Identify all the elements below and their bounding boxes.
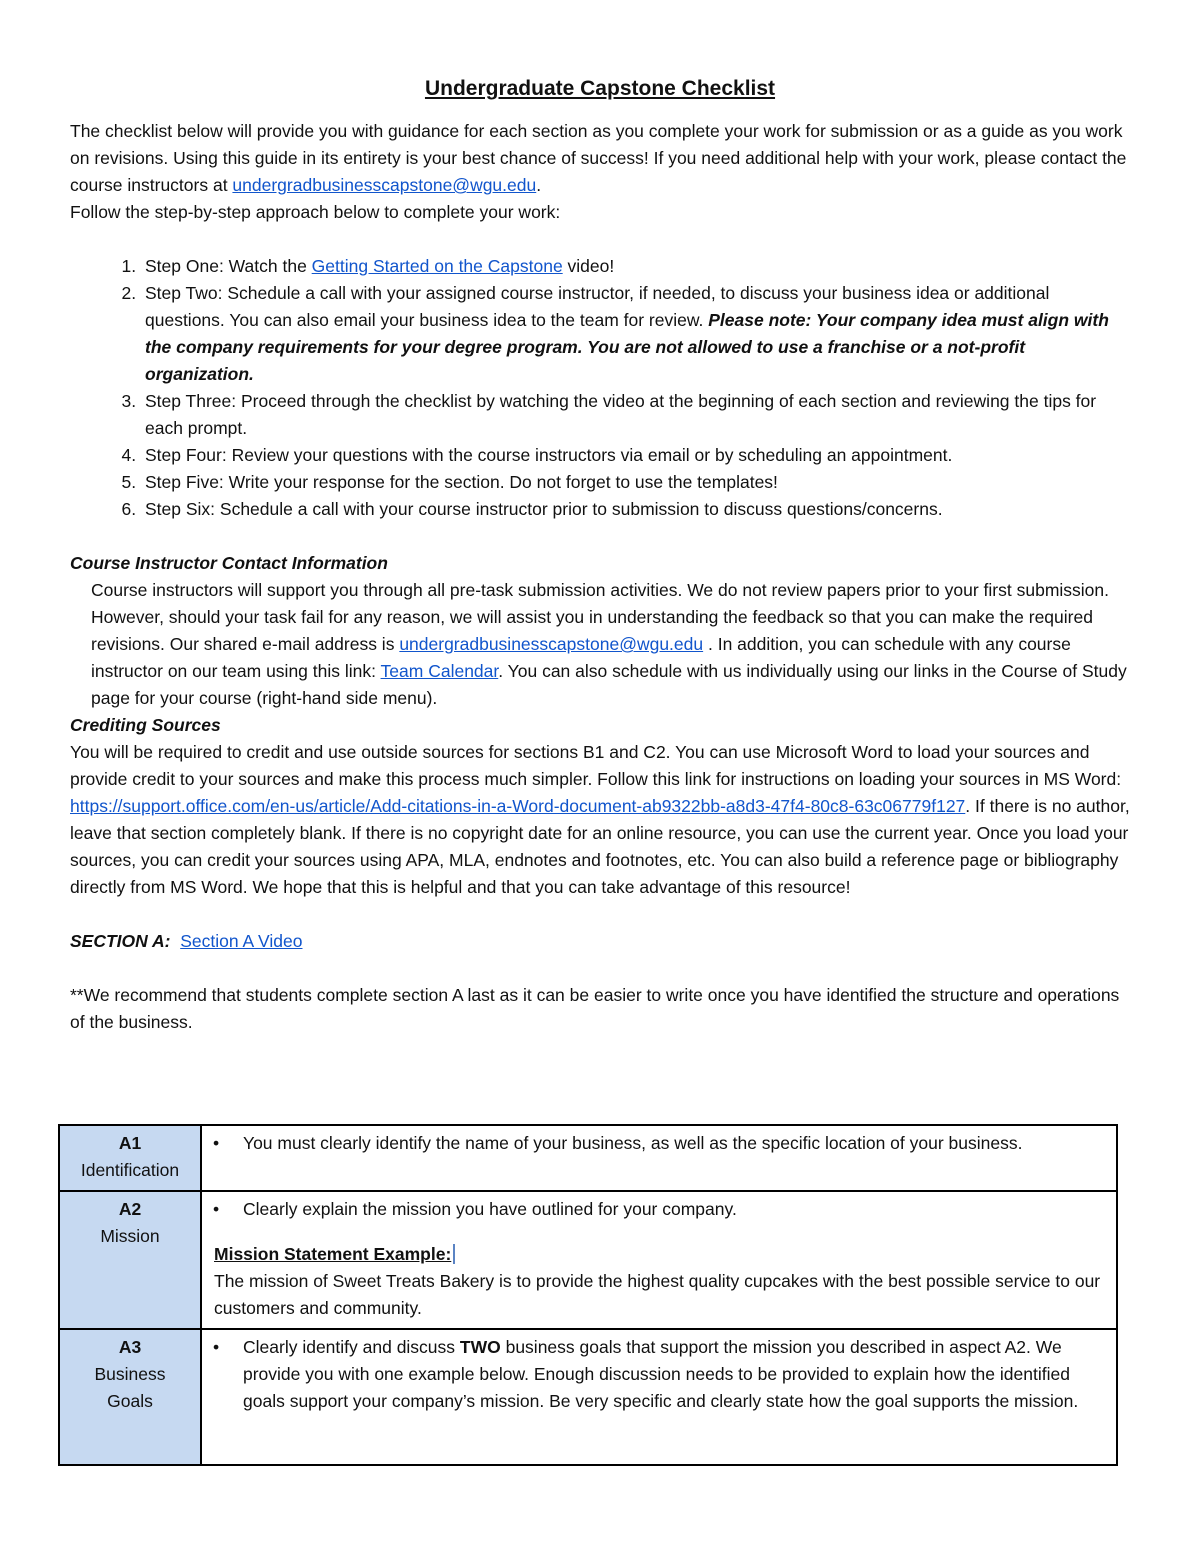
a1-code: A1 <box>118 1133 142 1153</box>
intro-follow-text: Follow the step-by-step approach below to complete your work: <box>70 202 561 222</box>
crediting-text: You will be required to credit and use outside sources for sections B1 and C2. You can use Microsoft Word to load your sources and provide credit to your sources and make this process much simpler. Follow this link for instructions on loading your sources in MS Word: <box>70 742 1122 789</box>
table-row-a2 <box>59 1191 1117 1329</box>
a2-label-cell <box>59 1191 201 1329</box>
team-calendar-link[interactable]: Team Calendar <box>380 661 499 681</box>
step-two-text: Step Two: Schedule a call with your assigned course instructor, if needed, to discuss your business idea or additional questions. You can also email your business idea to the team for review. <box>145 283 1050 330</box>
page-title: Undergraduate Capstone Checklist <box>424 77 776 100</box>
crediting-text-2: . If there is no author, leave that section completely blank. If there is no copyright date for an online resource, you can use the current year. Once you load your sources, you can credit your sources using APA, MLA, endnotes and footnotes, etc. You can also build a reference page or bibliography directly from MS Word. We hope that this is helpful and that you can take advantage of this resource! <box>70 796 1130 897</box>
step-one <box>141 253 1130 280</box>
step-five: 5. Step Five: Write your response for the section. Do not forget to use the templates! <box>141 469 1130 496</box>
steps-list <box>70 253 1130 523</box>
a3-label-cell <box>59 1329 201 1465</box>
a2-name: Mission <box>100 1226 160 1246</box>
a1-name: Identification <box>80 1160 180 1180</box>
intro-email-link[interactable]: undergradbusinesscapstone@wgu.edu <box>232 175 537 195</box>
text-cursor <box>453 1244 455 1264</box>
section-a-heading <box>70 928 1130 955</box>
intro-text: The checklist below will provide you with guidance for each section as you complete your work for submission or as a guide as you work on revisions. Using this guide in its entirety is your best chance of success! If you need additional help with your work, please contact the course instructors at <box>70 121 1127 195</box>
crediting-heading: Crediting Sources <box>70 715 221 735</box>
step-two <box>141 280 1130 388</box>
step-three: 3. Step Three: Proceed through the checklist by watching the video at the beginning of each section and reviewing the tips for each prompt. <box>141 388 1130 442</box>
step-one-text: Step One: Watch the <box>145 256 312 276</box>
mission-example-heading-text: Mission Statement Example: <box>214 1244 452 1264</box>
table-row-a3 <box>59 1329 1117 1465</box>
contact-heading: Course Instructor Contact Information <box>70 553 388 573</box>
office-support-link[interactable]: https://support.office.com/en-us/article/Add-citations-in-a-Word-document-ab9322bb-a8d3-47f4-80c8-63c06779f127 <box>70 796 966 816</box>
a3-content-cell <box>201 1329 1117 1465</box>
step-one-text-end: video! <box>562 256 615 276</box>
contact-email-link[interactable]: undergradbusinesscapstone@wgu.edu <box>399 634 704 654</box>
step-two-note: Please note: Your company idea must align with the company requirements for your degree program. You are not allowed to use a franchise or a not-profit organization. <box>145 310 1109 384</box>
a1-bullet: • You must clearly identify the name of your business, as well as the specific location of your business. <box>243 1130 1108 1157</box>
contact-text-2: . In addition, you can schedule with any course instructor on our team using this link: <box>91 634 1071 681</box>
section-a-video-link[interactable]: Section A Video <box>180 931 303 951</box>
intro-paragraph <box>70 118 1130 226</box>
a1-label-cell <box>59 1125 201 1191</box>
a3-code: A3 <box>118 1337 142 1357</box>
a2-content-cell <box>201 1191 1117 1329</box>
a3-name-line2: Goals <box>107 1391 153 1411</box>
table-row-a1 <box>59 1125 1117 1191</box>
crediting-paragraph <box>70 739 1130 901</box>
intro-text-end: . <box>536 175 542 195</box>
document-page <box>70 74 1130 1042</box>
section-a-recommendation: **We recommend that students complete section A last as it can be easier to write once you have identified the structure and operations of the business. <box>70 985 1120 1032</box>
step-four: 4. Step Four: Review your questions with the course instructors via email or by scheduling an appointment. <box>141 442 1130 469</box>
a2-bullet: • Clearly explain the mission you have outlined for your company. <box>243 1196 1108 1223</box>
contact-text-3: . You can also schedule with us individually using our links in the Course of Study page for your course (right-hand side menu). <box>91 661 1127 708</box>
section-a-checklist-table <box>58 1124 1118 1466</box>
section-a-label: SECTION A: <box>70 931 171 951</box>
a3-name-line1: Business <box>94 1364 166 1384</box>
mission-example-heading <box>210 1241 1108 1268</box>
getting-started-link[interactable]: Getting Started on the Capstone <box>311 256 563 276</box>
a3-bullet-bold: TWO <box>459 1337 501 1357</box>
mission-example-text: The mission of Sweet Treats Bakery is to provide the highest quality cupcakes with the best possible service to our customers and community. <box>214 1271 1101 1318</box>
a1-content-cell <box>201 1125 1117 1191</box>
contact-text: Course instructors will support you through all pre-task submission activities. We do not review papers prior to your first submission. However, should your task fail for any reason, we will assist you in understanding the feedback so that you can make the required revisions. Our shared e-mail address is <box>91 580 1110 654</box>
a3-bullet-text: Clearly identify and discuss <box>243 1337 460 1357</box>
step-six: 6. Step Six: Schedule a call with your course instructor prior to submission to discuss questions/concerns. <box>141 496 1130 523</box>
contact-paragraph <box>70 577 1130 712</box>
a3-bullet-text-2: business goals that support the mission you described in aspect A2. We provide you with one example below. Enough discussion needs to be provided to explain how the identified goals support your company’s mission. Be very specific and clearly state how the goal supports the mission. <box>243 1337 1079 1411</box>
a3-bullet <box>243 1334 1108 1415</box>
a2-code: A2 <box>118 1199 142 1219</box>
